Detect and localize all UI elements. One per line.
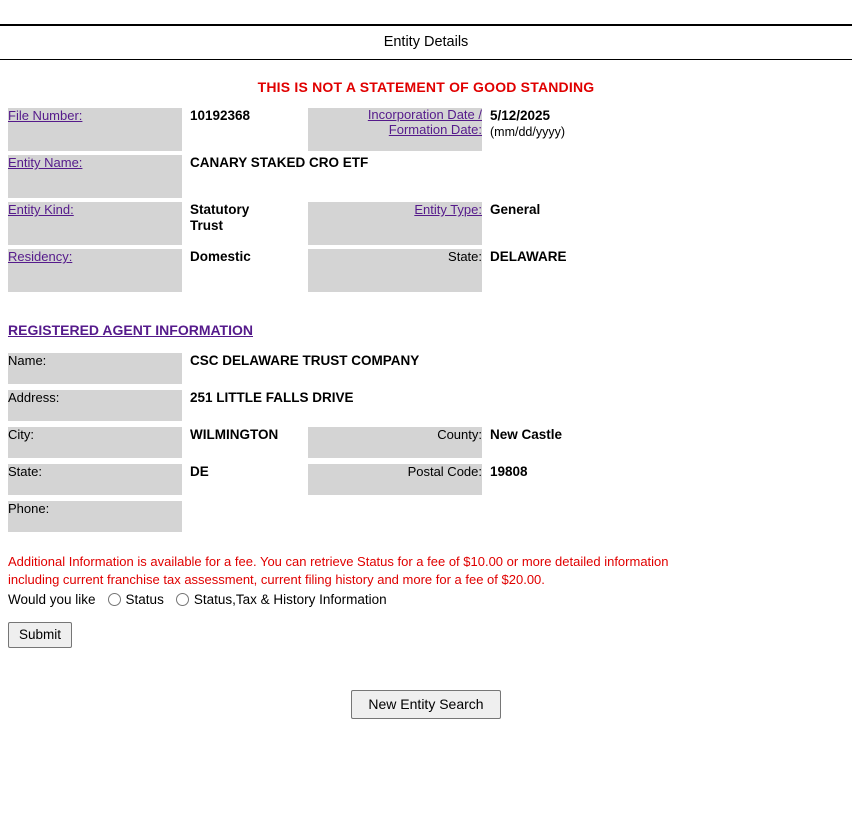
entity-type-value: General xyxy=(490,202,541,217)
table-row xyxy=(8,249,740,292)
table-row xyxy=(8,390,740,421)
agent-city-value: WILMINGTON xyxy=(190,427,279,442)
incorporation-date-link[interactable] xyxy=(368,107,482,137)
good-standing-warning: THIS IS NOT A STATEMENT OF GOOD STANDING xyxy=(257,79,595,95)
entity-kind-value-line1: Statutory xyxy=(190,202,250,217)
residency-label-cell xyxy=(8,249,182,292)
incorporation-date-value-cell xyxy=(490,108,740,151)
agent-city-label: City: xyxy=(8,427,182,458)
incorporation-date-label-line1: Incorporation Date / xyxy=(367,107,482,122)
file-number-label-cell xyxy=(8,108,182,151)
status-tax-history-radio[interactable] xyxy=(176,593,189,606)
entity-name-value: CANARY STAKED CRO ETF xyxy=(190,155,369,170)
file-number-value: 10192368 xyxy=(190,108,251,123)
incorporation-date-label-line2: Formation Date: xyxy=(388,121,482,137)
status-tax-history-option[interactable] xyxy=(172,592,387,607)
agent-address-value: 251 LITTLE FALLS DRIVE xyxy=(190,390,354,405)
entity-details-table xyxy=(8,108,740,292)
status-tax-history-option-label: Status,Tax & History Information xyxy=(193,592,387,608)
page-title: Entity Details xyxy=(0,25,852,60)
status-option-label: Status xyxy=(125,592,164,608)
cell-gap xyxy=(482,108,490,151)
fee-option-row xyxy=(8,592,852,607)
registered-agent-heading: REGISTERED AGENT INFORMATION xyxy=(8,322,253,338)
agent-phone-label: Phone: xyxy=(8,501,182,532)
entity-kind-link[interactable]: Entity Kind: xyxy=(8,202,74,217)
table-row xyxy=(8,155,740,198)
entity-type-link[interactable]: Entity Type: xyxy=(414,202,482,217)
entity-name-link[interactable]: Entity Name: xyxy=(8,155,83,170)
residency-value: Domestic xyxy=(190,249,251,264)
table-row xyxy=(8,464,740,495)
cell-gap xyxy=(482,427,490,458)
entity-kind-label-cell xyxy=(8,202,182,245)
agent-county-label: County: xyxy=(308,427,482,458)
state-value: DELAWARE xyxy=(490,249,567,264)
entity-details-page xyxy=(0,24,852,719)
agent-postal-label: Postal Code: xyxy=(308,464,482,495)
entity-name-label-cell xyxy=(8,155,182,198)
submit-row xyxy=(8,622,852,648)
fee-question-label: Would you like xyxy=(8,592,96,608)
cell-gap xyxy=(182,464,190,495)
entity-kind-value-cell xyxy=(190,202,308,245)
new-entity-search-button[interactable]: New Entity Search xyxy=(351,690,500,719)
incorporation-date-label-cell xyxy=(308,108,482,151)
table-row xyxy=(8,427,740,458)
cell-gap xyxy=(182,108,190,151)
cell-gap xyxy=(182,501,190,532)
agent-name-value: CSC DELAWARE TRUST COMPANY xyxy=(190,353,420,368)
agent-postal-value: 19808 xyxy=(490,464,528,479)
table-row xyxy=(8,108,740,151)
cell-gap xyxy=(482,464,490,495)
cell-gap xyxy=(482,249,490,292)
agent-address-label: Address: xyxy=(8,390,182,421)
table-row xyxy=(8,202,740,245)
residency-link[interactable]: Residency: xyxy=(8,249,73,264)
fee-information-note: Additional Information is available for a fee. You can retrieve Status for a fee of $10.00 or more detailed information including current franchise tax assessment, current filing history and more for a fee of $20.00. xyxy=(8,554,669,587)
cell-gap xyxy=(182,427,190,458)
entity-type-label-cell xyxy=(308,202,482,245)
agent-county-value: New Castle xyxy=(490,427,563,442)
cell-gap xyxy=(182,249,190,292)
incorporation-date-format: (mm/dd/yyyy) xyxy=(490,124,565,139)
table-row xyxy=(8,353,740,384)
agent-phone-value xyxy=(190,501,740,532)
submit-button[interactable]: Submit xyxy=(8,622,72,648)
agent-name-label: Name: xyxy=(8,353,182,384)
cell-gap xyxy=(182,202,190,245)
cell-gap xyxy=(182,353,190,384)
status-option[interactable] xyxy=(104,592,164,607)
cell-gap xyxy=(482,202,490,245)
table-row xyxy=(8,501,740,532)
state-label-cell: State: xyxy=(308,249,482,292)
cell-gap xyxy=(182,155,190,198)
new-search-row xyxy=(0,690,852,719)
incorporation-date-value: 5/12/2025 xyxy=(490,108,551,123)
agent-state-label: State: xyxy=(8,464,182,495)
status-radio[interactable] xyxy=(108,593,121,606)
file-number-link[interactable]: File Number: xyxy=(8,108,83,123)
cell-gap xyxy=(182,390,190,421)
registered-agent-table xyxy=(8,353,740,532)
entity-kind-value-line2: Trust xyxy=(190,217,224,233)
agent-state-value: DE xyxy=(190,464,209,479)
